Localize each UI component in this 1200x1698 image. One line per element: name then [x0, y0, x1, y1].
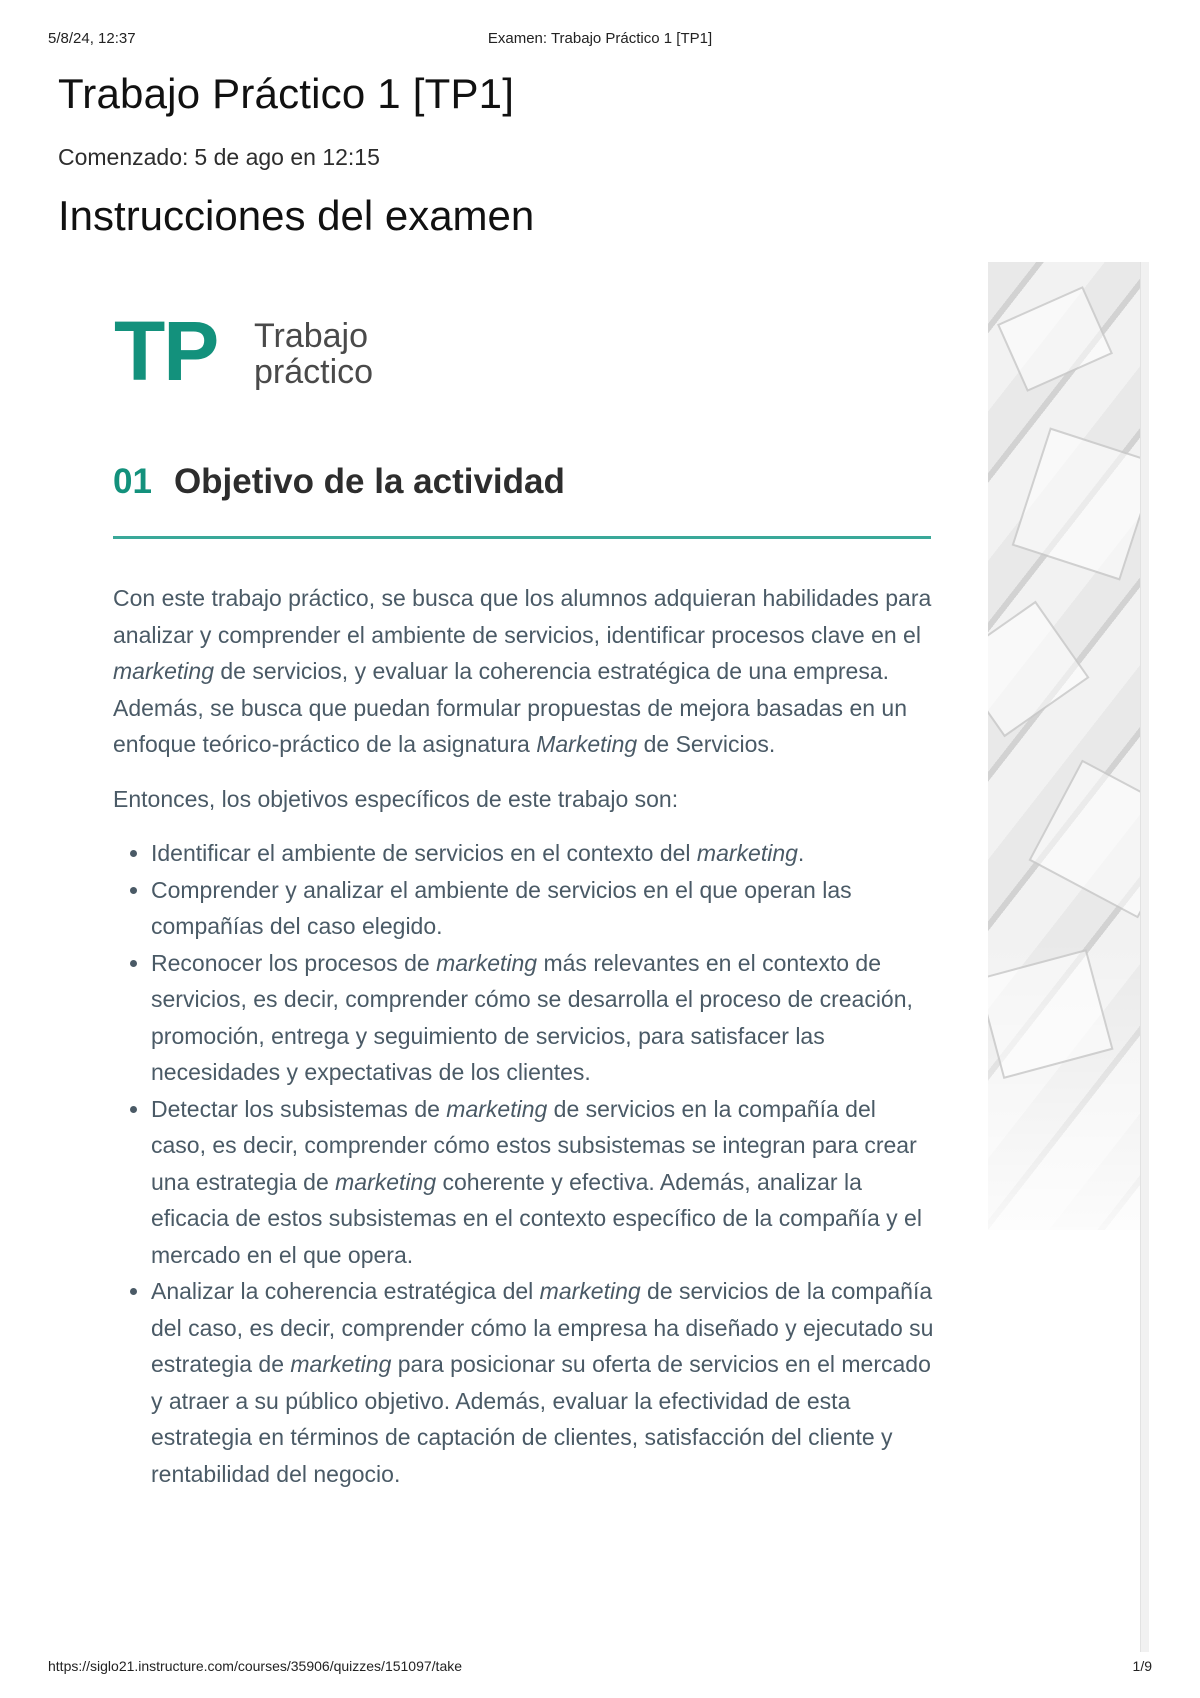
logo-words: [254, 318, 373, 390]
logo-word-2: práctico: [254, 353, 374, 391]
objective-text: Comprender y analizar el ambiente de servicios en el que operan las compañías del caso elegido.: [151, 876, 852, 939]
list-item: [151, 872, 935, 945]
started-value: 5 de ago en 12:15: [194, 144, 380, 170]
objective-text: de servicios en la compañía del caso, es decir, comprender cómo estos subsistemas se integran para crear una estrategia de: [151, 1095, 917, 1195]
decorative-shape: [988, 601, 1090, 738]
section-number: 01: [113, 462, 152, 501]
section-divider: [113, 536, 931, 539]
objective-emphasis: marketing: [446, 1095, 548, 1122]
objective-text: .: [797, 840, 805, 866]
instructions-content: [113, 580, 935, 1492]
page-title: Trabajo Práctico 1 [TP1]: [58, 70, 515, 117]
section-heading: [113, 462, 565, 502]
logo-word-1: Trabajo: [254, 317, 369, 355]
intro-text: de servicios, y evaluar la coherencia estratégica de una empresa. Además, se busca que puedan formular propuestas de mejora basadas en un enfoque teórico-práctico de la asignatura: [113, 658, 908, 757]
intro-text: de Servicios.: [637, 731, 776, 757]
objective-text: Identificar el ambiente de servicios en el contexto del: [151, 840, 697, 866]
decorative-shape: [997, 286, 1113, 392]
print-date: 5/8/24, 12:37: [48, 30, 136, 47]
trabajo-practico-logo: [114, 306, 414, 396]
objective-emphasis: marketing: [696, 840, 798, 866]
decorative-shape: [988, 949, 1114, 1079]
list-item: [151, 1091, 935, 1274]
objective-emphasis: marketing: [539, 1278, 641, 1304]
decorative-side-image: [988, 262, 1140, 1230]
section-title: Objetivo de la actividad: [173, 462, 565, 501]
intro-emphasis: Marketing: [536, 731, 638, 757]
objective-emphasis: marketing: [335, 1168, 437, 1195]
intro-text: Con este trabajo práctico, se busca que los alumnos adquieran habilidades para analizar y comprender el ambiente de servicios, identificar procesos clave en el: [113, 585, 932, 648]
objective-text: Reconocer los procesos de: [151, 949, 437, 976]
scrollbar[interactable]: [1140, 262, 1149, 1652]
instructions-heading: Instrucciones del examen: [58, 192, 535, 239]
list-item: [151, 945, 935, 1091]
decorative-shape: [1028, 760, 1140, 919]
objectives-list: [113, 835, 935, 1492]
intro-emphasis: marketing: [113, 658, 214, 684]
print-document-title: Examen: Trabajo Práctico 1 [TP1]: [487, 30, 713, 47]
page-url: https://siglo21.instructure.com/courses/35906/quizzes/151097/take: [48, 1658, 463, 1674]
page-number: 1/9: [1132, 1658, 1152, 1674]
print-footer: [48, 1658, 1152, 1680]
objective-text: Analizar la coherencia estratégica del: [151, 1278, 540, 1304]
objective-text: para posicionar su oferta de servicios en el mercado y atraer a su público objetivo. Además, evaluar la efectividad de esta estrategia en términos de captación de clientes, satisfacción del cliente y rentabilidad del negocio.: [151, 1351, 931, 1487]
print-header: [48, 30, 1152, 54]
list-item: [151, 1273, 935, 1492]
started-label: Comenzado:: [58, 144, 189, 170]
objective-text: de servicios de la compañía del caso, es decir, comprender cómo la empresa ha diseñado y ejecutado su estrategia de: [151, 1278, 934, 1377]
list-item: [151, 835, 935, 872]
objective-emphasis: marketing: [290, 1351, 392, 1377]
quiz-started-info: [58, 144, 380, 171]
decorative-shape: [1012, 427, 1140, 580]
objective-text: coherente y efectiva. Además, analizar la eficacia de estos subsistemas en el contexto específico de la compañía y el mercado en el que opera.: [151, 1168, 922, 1268]
objective-text: más relevantes en el contexto de servicios, es decir, comprender cómo se desarrolla el proceso de creación, promoción, entrega y seguimiento de servicios, para satisfacer las necesidades y expectativas de los clientes.: [151, 949, 913, 1085]
objective-emphasis: marketing: [436, 949, 538, 976]
objectives-lead: Entonces, los objetivos específicos de este trabajo son:: [113, 785, 679, 812]
logo-letters: TP: [114, 304, 218, 398]
intro-paragraph: [113, 580, 935, 763]
objective-text: Detectar los subsistemas de: [151, 1095, 447, 1122]
